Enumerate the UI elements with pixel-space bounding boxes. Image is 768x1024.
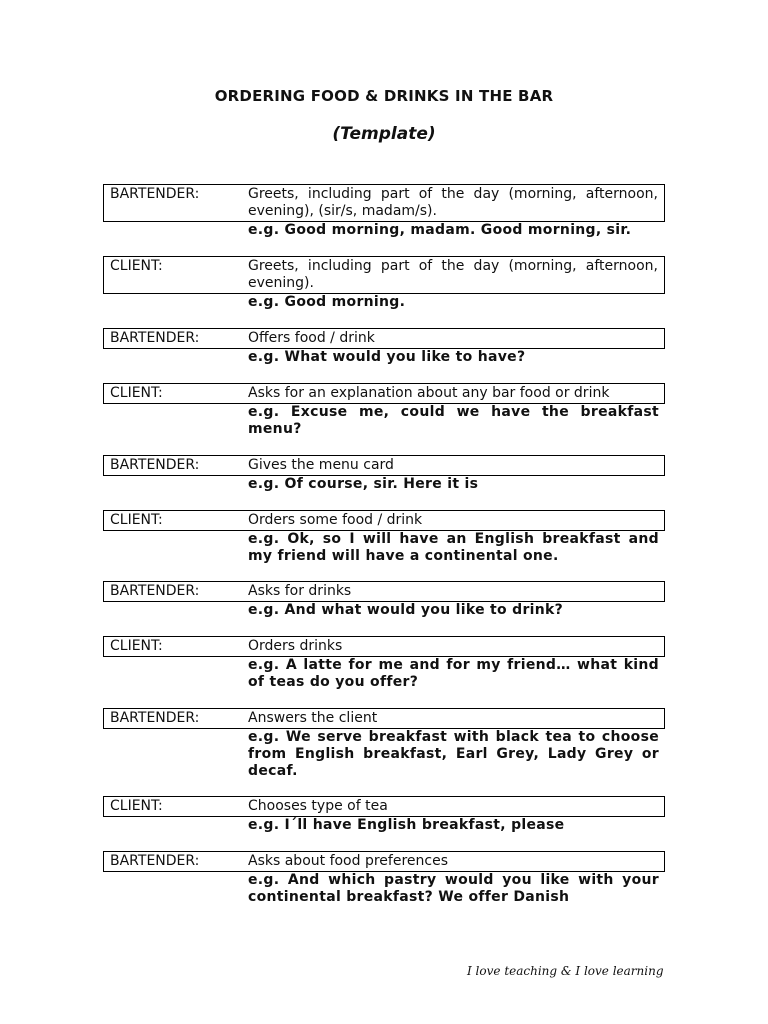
action-description: Offers food / drink: [248, 330, 375, 346]
action-description: Asks about food preferences: [248, 853, 448, 869]
role-label: BARTENDER:: [110, 330, 200, 346]
example-sentence: e.g. Good morning.: [248, 294, 406, 310]
role-label: CLIENT:: [110, 512, 163, 528]
role-label: BARTENDER:: [110, 186, 200, 202]
step-box: [103, 636, 665, 657]
dialogue-step: [103, 383, 665, 438]
dialogue-step: [103, 184, 665, 239]
action-description: Asks for drinks: [248, 583, 352, 599]
example-sentence: e.g. Good morning, madam. Good morning, sir.: [248, 222, 632, 238]
example-sentence: e.g. Ok, so I will have an English breakfast and my friend will have a continental one.: [248, 531, 659, 564]
example-sentence: e.g. And which pastry would you like with your continental breakfast? We offer Danish: [248, 872, 659, 905]
step-box: [103, 510, 665, 531]
role-label: CLIENT:: [110, 258, 163, 274]
dialogue-step: [103, 851, 665, 906]
dialogue-step: [103, 636, 665, 691]
dialogue-step: [103, 796, 665, 834]
step-box: [103, 581, 665, 602]
example-sentence: e.g. A latte for me and for my friend… what kind of teas do you offer?: [248, 657, 659, 690]
action-description: Chooses type of tea: [248, 798, 388, 814]
step-box: [103, 256, 665, 294]
step-box: [103, 383, 665, 404]
role-label: BARTENDER:: [110, 710, 200, 726]
action-description: Greets, including part of the day (morning, afternoon, evening).: [248, 258, 658, 291]
step-box: [103, 328, 665, 349]
dialogue-step: [103, 708, 665, 780]
page-title: ORDERING FOOD & DRINKS IN THE BAR: [214, 87, 554, 105]
example-sentence: e.g. Excuse me, could we have the breakfast menu?: [248, 404, 659, 437]
step-box: [103, 184, 665, 222]
example-sentence: e.g. And what would you like to drink?: [248, 602, 564, 618]
role-label: BARTENDER:: [110, 583, 200, 599]
dialogue-step: [103, 510, 665, 565]
action-description: Answers the client: [248, 710, 378, 726]
action-description: Greets, including part of the day (morning, afternoon, evening), (sir/s, madam/s).: [248, 186, 658, 219]
step-box: [103, 796, 665, 817]
dialogue-step: [103, 581, 665, 619]
action-description: Orders drinks: [248, 638, 343, 654]
role-label: CLIENT:: [110, 798, 163, 814]
dialogue-step: [103, 256, 665, 311]
dialogue-step: [103, 455, 665, 493]
role-label: CLIENT:: [110, 638, 163, 654]
action-description: Gives the menu card: [248, 457, 394, 473]
role-label: BARTENDER:: [110, 853, 200, 869]
role-label: BARTENDER:: [110, 457, 200, 473]
step-box: [103, 851, 665, 872]
example-sentence: e.g. I´ll have English breakfast, please: [248, 817, 565, 833]
action-description: Orders some food / drink: [248, 512, 423, 528]
example-sentence: e.g. We serve breakfast with black tea to choose from English breakfast, Earl Grey, Lady Grey or decaf.: [248, 729, 659, 779]
action-description: Asks for an explanation about any bar food or drink: [248, 385, 610, 401]
step-box: [103, 708, 665, 729]
example-sentence: e.g. Of course, sir. Here it is: [248, 476, 479, 492]
step-box: [103, 455, 665, 476]
page-subtitle: (Template): [332, 124, 436, 144]
dialogue-step: [103, 328, 665, 366]
example-sentence: e.g. What would you like to have?: [248, 349, 526, 365]
role-label: CLIENT:: [110, 385, 163, 401]
footer-motto: I love teaching & I love learning: [467, 964, 664, 978]
